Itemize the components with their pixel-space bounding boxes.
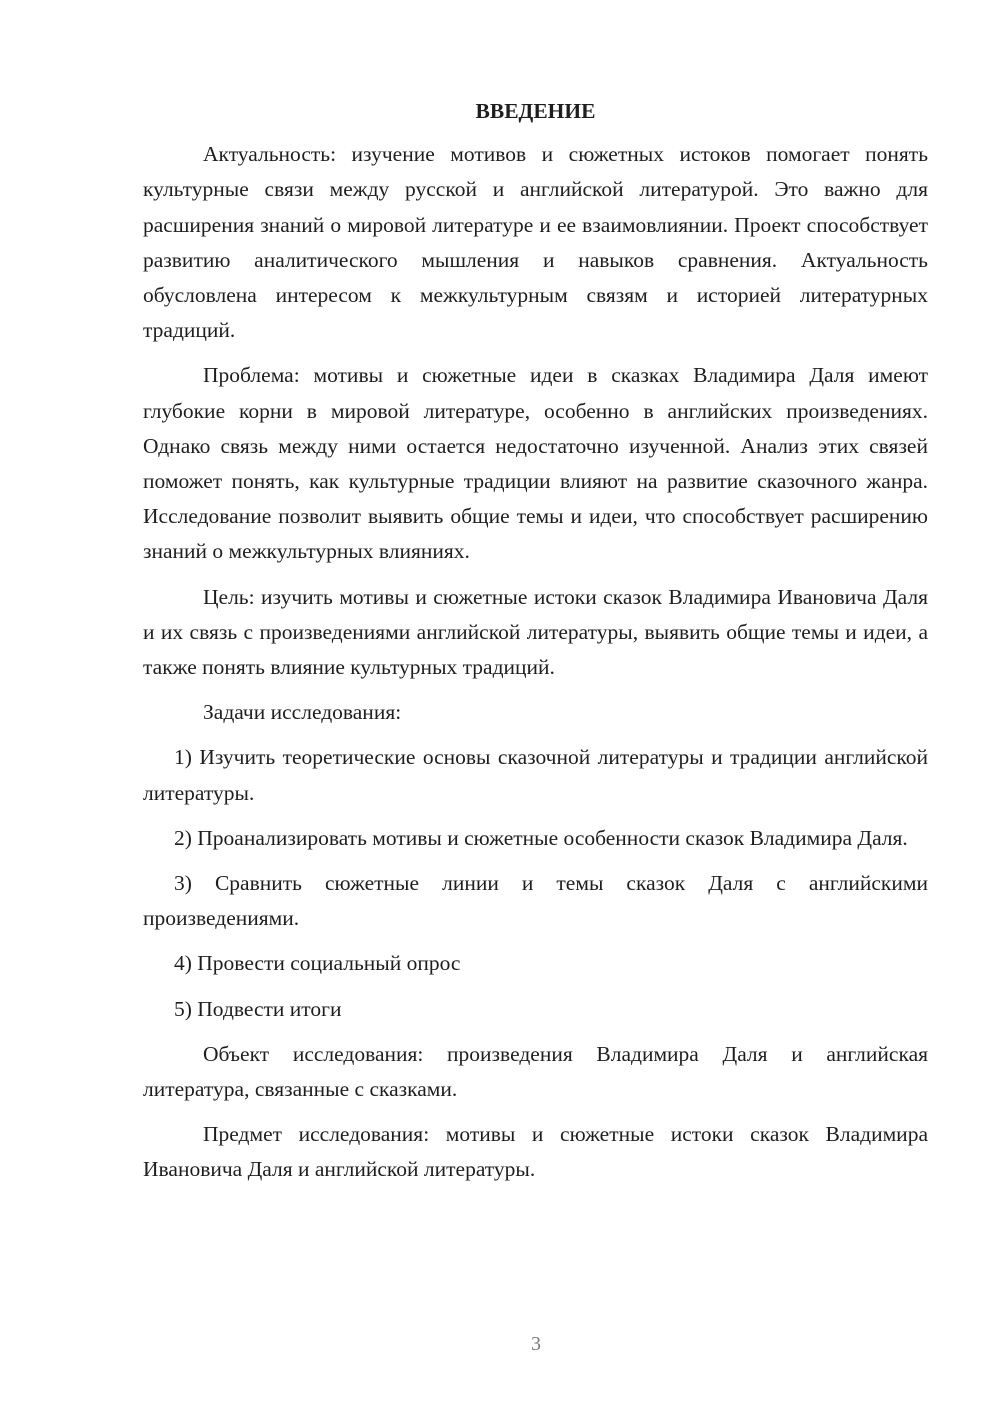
goal-paragraph: Цель: изучить мотивы и сюжетные истоки сказок Владимира Ивановича Даля и их связь с произведениями английской литературы, выявить общие темы и идеи, а также понять влияние культурных традиций. (143, 584, 928, 680)
relevance-paragraph: Актуальность: изучение мотивов и сюжетных истоков помогает понять культурные связи между русской и английской литературой. Это важно для расширения знаний о мировой литературе и ее взаимовлиянии. Проект способствует развитию аналитического мышления и навыков сравнения. Актуальность обусловлена интересом к межкультурным связям и историей литературных традиций. (143, 142, 928, 343)
section-title: ВВЕДЕНИЕ (475, 99, 596, 123)
task-item: 1) Изучить теоретические основы сказочной литературы и традиции английской литературы. (143, 745, 928, 805)
problem-paragraph: Проблема: мотивы и сюжетные идеи в сказках Владимира Даля имеют глубокие корни в мировой литературе, особенно в английских произведениях. Однако связь между ними остается недостаточно изученной. Анализ этих связей поможет понять, как культурные традиции влияют на развитие сказочного жанра. Исследование позволит выявить общие темы и идеи, что способствует расширению знаний о межкультурных влияниях. (143, 363, 928, 564)
task-item: 5) Подвести итоги (174, 996, 342, 1021)
task-item: 3) Сравнить сюжетные линии и темы сказок Даля с английскими произведениями. (143, 871, 928, 931)
tasks-heading: Задачи исследования: (203, 700, 402, 725)
subject-paragraph: Предмет исследования: мотивы и сюжетные истоки сказок Владимира Ивановича Даля и английской литературы. (143, 1122, 928, 1182)
task-item: 4) Провести социальный опрос (174, 951, 461, 976)
page-content (143, 94, 928, 1198)
object-paragraph: Объект исследования: произведения Владимира Даля и английская литература, связанные с сказками. (143, 1041, 928, 1102)
task-item: 2) Проанализировать мотивы и сюжетные особенности сказок Владимира Даля. (174, 825, 908, 850)
page-number: 3 (531, 1333, 541, 1355)
